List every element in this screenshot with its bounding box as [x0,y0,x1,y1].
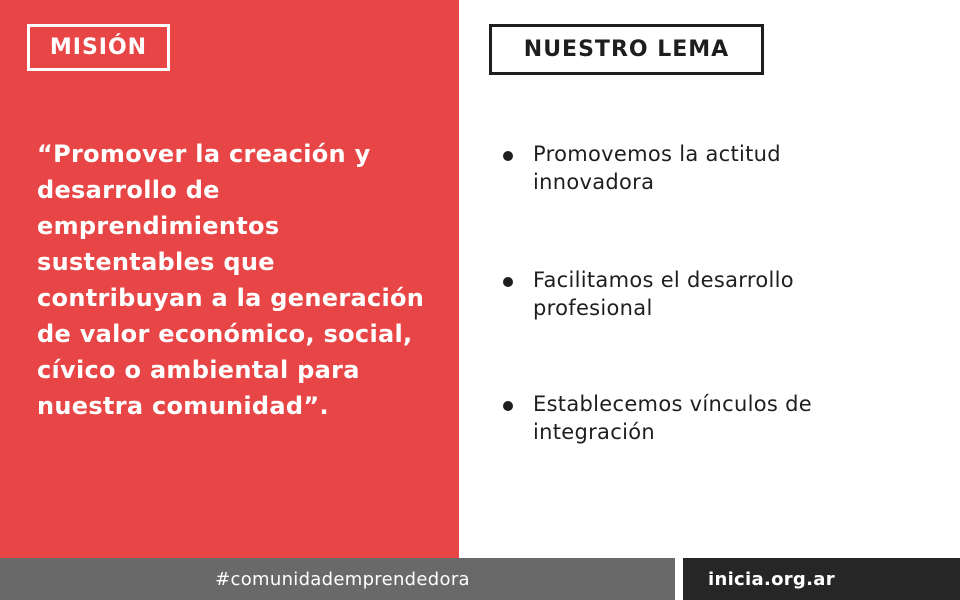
mision-heading-box [27,24,170,71]
lema-item [501,140,831,196]
lema-item [501,266,831,322]
mision-panel [0,0,459,558]
lema-heading-box [489,24,764,75]
lema-item-label: Establecemos vínculos de integración [533,392,812,444]
footer-hashtag-bar [0,558,675,600]
lema-panel [459,0,960,558]
footer-website-bar [683,558,960,600]
lema-item-label: Facilitamos el desarrollo profesional [533,268,794,320]
mision-heading: MISIÓN [49,35,148,60]
mision-statement: “Promover la creación y desarrollo de emprendimientos sustentables que contribuyan a la generación de valor económico, social, cívico o ambiental para nuestra comunidad”. [37,140,425,420]
bullet-icon [503,277,513,287]
lema-heading: NUESTRO LEMA [523,37,730,62]
lema-item-label: Promovemos la actitud innovadora [533,142,781,194]
lema-item [501,390,831,446]
footer-hashtag: #comunidademprendedora [215,568,470,590]
bullet-icon [503,401,513,411]
bullet-icon [503,151,513,161]
footer-divider [675,558,683,600]
footer-website-link[interactable]: inicia.org.ar [708,568,835,590]
